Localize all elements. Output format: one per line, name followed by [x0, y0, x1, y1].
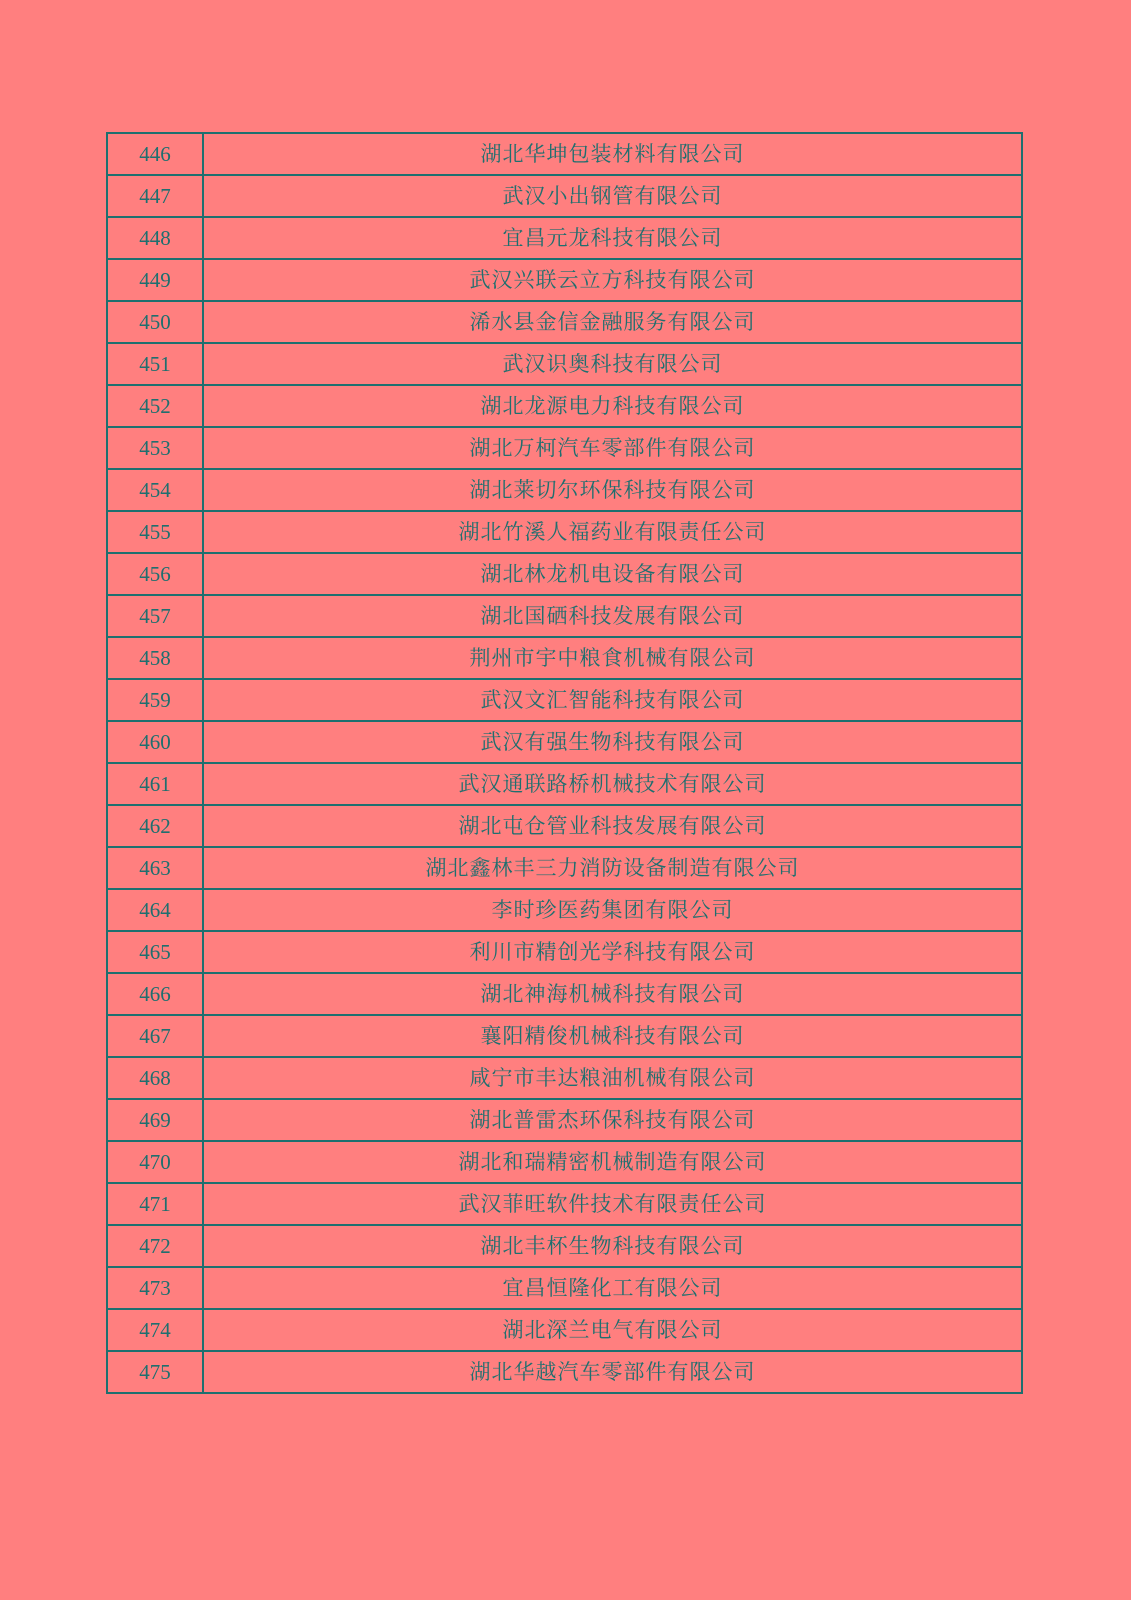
table-row	[107, 385, 1022, 427]
table-row	[107, 847, 1022, 889]
table-row	[107, 931, 1022, 973]
table-row	[107, 1225, 1022, 1267]
company-name-cell: 宜昌元龙科技有限公司	[203, 217, 1022, 259]
table-row	[107, 175, 1022, 217]
row-number-cell: 459	[107, 679, 203, 721]
table-row	[107, 637, 1022, 679]
row-number-cell: 470	[107, 1141, 203, 1183]
table-row	[107, 889, 1022, 931]
company-name-cell: 湖北神海机械科技有限公司	[203, 973, 1022, 1015]
company-name-cell: 湖北丰杯生物科技有限公司	[203, 1225, 1022, 1267]
row-number-cell: 457	[107, 595, 203, 637]
row-number-cell: 450	[107, 301, 203, 343]
row-number-cell: 469	[107, 1099, 203, 1141]
row-number-cell: 462	[107, 805, 203, 847]
company-name-cell: 湖北深兰电气有限公司	[203, 1309, 1022, 1351]
table-row	[107, 301, 1022, 343]
company-name-cell: 利川市精创光学科技有限公司	[203, 931, 1022, 973]
table-row	[107, 763, 1022, 805]
row-number-cell: 467	[107, 1015, 203, 1057]
row-number-cell: 452	[107, 385, 203, 427]
company-name-cell: 襄阳精俊机械科技有限公司	[203, 1015, 1022, 1057]
table-row	[107, 511, 1022, 553]
table-row	[107, 805, 1022, 847]
table-row	[107, 259, 1022, 301]
row-number-cell: 449	[107, 259, 203, 301]
table-row	[107, 973, 1022, 1015]
company-name-cell: 武汉通联路桥机械技术有限公司	[203, 763, 1022, 805]
row-number-cell: 472	[107, 1225, 203, 1267]
table-row	[107, 1015, 1022, 1057]
row-number-cell: 475	[107, 1351, 203, 1393]
table-row	[107, 133, 1022, 175]
row-number-cell: 451	[107, 343, 203, 385]
table-row	[107, 1267, 1022, 1309]
table-row	[107, 721, 1022, 763]
row-number-cell: 465	[107, 931, 203, 973]
table-row	[107, 553, 1022, 595]
company-name-cell: 武汉兴联云立方科技有限公司	[203, 259, 1022, 301]
table-row	[107, 427, 1022, 469]
table-row	[107, 1351, 1022, 1393]
company-name-cell: 湖北华坤包装材料有限公司	[203, 133, 1022, 175]
company-name-cell: 荆州市宇中粮食机械有限公司	[203, 637, 1022, 679]
row-number-cell: 464	[107, 889, 203, 931]
table-row	[107, 1183, 1022, 1225]
table-row	[107, 1057, 1022, 1099]
company-name-cell: 湖北龙源电力科技有限公司	[203, 385, 1022, 427]
company-name-cell: 武汉文汇智能科技有限公司	[203, 679, 1022, 721]
row-number-cell: 458	[107, 637, 203, 679]
row-number-cell: 468	[107, 1057, 203, 1099]
company-name-cell: 李时珍医药集团有限公司	[203, 889, 1022, 931]
row-number-cell: 446	[107, 133, 203, 175]
row-number-cell: 447	[107, 175, 203, 217]
company-list-body	[107, 133, 1022, 1393]
company-list-table	[106, 132, 1023, 1394]
company-name-cell: 湖北和瑞精密机械制造有限公司	[203, 1141, 1022, 1183]
company-name-cell: 湖北华越汽车零部件有限公司	[203, 1351, 1022, 1393]
row-number-cell: 453	[107, 427, 203, 469]
table-row	[107, 343, 1022, 385]
company-name-cell: 湖北万柯汽车零部件有限公司	[203, 427, 1022, 469]
table-row	[107, 1141, 1022, 1183]
row-number-cell: 463	[107, 847, 203, 889]
table-row	[107, 469, 1022, 511]
row-number-cell: 455	[107, 511, 203, 553]
company-name-cell: 武汉有强生物科技有限公司	[203, 721, 1022, 763]
row-number-cell: 460	[107, 721, 203, 763]
company-name-cell: 湖北莱切尔环保科技有限公司	[203, 469, 1022, 511]
row-number-cell: 473	[107, 1267, 203, 1309]
row-number-cell: 474	[107, 1309, 203, 1351]
table-row	[107, 595, 1022, 637]
company-name-cell: 咸宁市丰达粮油机械有限公司	[203, 1057, 1022, 1099]
row-number-cell: 471	[107, 1183, 203, 1225]
company-name-cell: 宜昌恒隆化工有限公司	[203, 1267, 1022, 1309]
table-row	[107, 1099, 1022, 1141]
company-name-cell: 浠水县金信金融服务有限公司	[203, 301, 1022, 343]
row-number-cell: 461	[107, 763, 203, 805]
company-name-cell: 武汉小出钢管有限公司	[203, 175, 1022, 217]
company-name-cell: 湖北鑫林丰三力消防设备制造有限公司	[203, 847, 1022, 889]
table-row	[107, 1309, 1022, 1351]
table-row	[107, 679, 1022, 721]
row-number-cell: 466	[107, 973, 203, 1015]
company-name-cell: 武汉菲旺软件技术有限责任公司	[203, 1183, 1022, 1225]
row-number-cell: 454	[107, 469, 203, 511]
row-number-cell: 448	[107, 217, 203, 259]
row-number-cell: 456	[107, 553, 203, 595]
company-name-cell: 武汉识奥科技有限公司	[203, 343, 1022, 385]
company-name-cell: 湖北竹溪人福药业有限责任公司	[203, 511, 1022, 553]
table-row	[107, 217, 1022, 259]
company-name-cell: 湖北国硒科技发展有限公司	[203, 595, 1022, 637]
company-name-cell: 湖北普雷杰环保科技有限公司	[203, 1099, 1022, 1141]
company-name-cell: 湖北林龙机电设备有限公司	[203, 553, 1022, 595]
company-name-cell: 湖北屯仓管业科技发展有限公司	[203, 805, 1022, 847]
